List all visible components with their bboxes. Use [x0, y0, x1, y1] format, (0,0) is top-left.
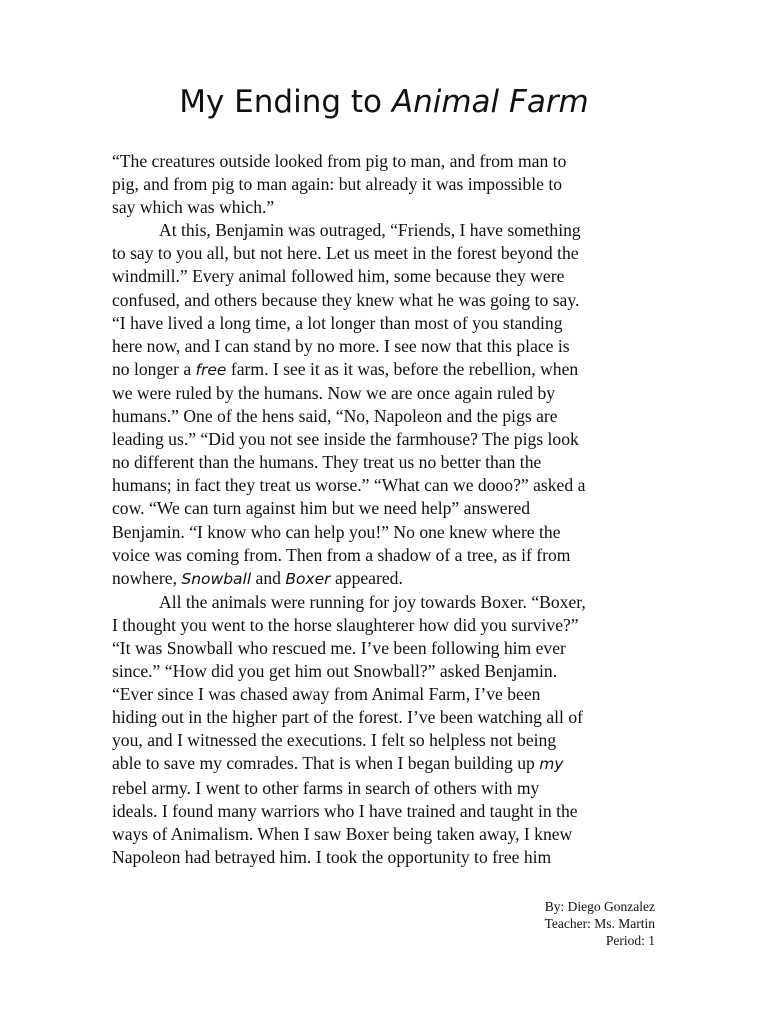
text-line: windmill.” Every animal followed him, some because they were	[112, 266, 565, 287]
text-line: “It was Snowball who rescued me. I’ve been following him ever	[112, 637, 566, 658]
text-segment: and	[251, 567, 286, 588]
text-line	[112, 752, 660, 776]
text-line: say which was which.”	[112, 197, 275, 218]
text-line: no different than the humans. They treat us no better than the	[112, 452, 542, 473]
text-line: “The creatures outside looked from pig to man, and from man to	[112, 151, 567, 171]
title-italic: Animal Farm	[391, 84, 589, 120]
text-line: I thought you went to the horse slaughterer how did you survive?”	[112, 614, 579, 635]
text-segment: nowhere,	[112, 567, 182, 588]
text-line: to say to you all, but not here. Let us meet in the forest beyond the	[112, 243, 579, 264]
text-line	[112, 358, 660, 382]
text-segment: no longer a	[112, 358, 196, 379]
text-line: confused, and others because they knew what he was going to say.	[112, 289, 580, 310]
text-line: pig, and from pig to man again: but already it was impossible to	[112, 174, 563, 195]
emphasized-word: my	[539, 755, 564, 774]
text-line: All the animals were running for joy towards Boxer. “Boxer,	[159, 591, 586, 612]
text-line: “Ever since I was chased away from Animal Farm, I’ve been	[112, 684, 541, 705]
text-line: here now, and I can stand by no more. I see now that this place is	[112, 335, 570, 356]
story-body	[112, 150, 660, 869]
emphasized-word: Snowball	[181, 569, 252, 588]
title-prefix: My Ending to	[179, 84, 392, 120]
text-line: Napoleon had betrayed him. I took the opportunity to free him	[112, 846, 552, 867]
text-line: voice was coming from. Then from a shadow of a tree, as if from	[112, 544, 571, 565]
teacher-line: Teacher: Ms. Martin	[544, 916, 655, 931]
text-line: since.” “How did you get him out Snowball?” asked Benjamin.	[112, 661, 558, 682]
text-line: ways of Animalism. When I saw Boxer being taken away, I knew	[112, 823, 573, 844]
text-line: you, and I witnessed the executions. I felt so helpless not being	[112, 730, 557, 751]
text-line: leading us.” “Did you not see inside the farmhouse? The pigs look	[112, 429, 579, 450]
text-line: “I have lived a long time, a lot longer than most of you standing	[112, 312, 563, 333]
signature-block	[545, 898, 655, 949]
text-line: we were ruled by the humans. Now we are once again ruled by	[112, 382, 556, 403]
emphasized-word: free	[195, 360, 227, 379]
text-segment: able to save my comrades. That is when I began building up	[112, 753, 540, 774]
text-line: ideals. I found many warriors who I have trained and taught in the	[112, 800, 578, 821]
emphasized-word: Boxer	[285, 569, 331, 588]
period-line: Period: 1	[605, 933, 655, 948]
text-line	[112, 567, 660, 591]
text-line: humans; in fact they treat us worse.” “What can we dooo?” asked a	[112, 475, 586, 496]
document-title	[0, 84, 768, 120]
text-line: hiding out in the higher part of the forest. I’ve been watching all of	[112, 707, 583, 728]
text-line: At this, Benjamin was outraged, “Friends, I have something	[159, 220, 581, 241]
text-segment: farm. I see it as it was, before the rebellion, when	[226, 358, 579, 379]
text-line: Benjamin. “I know who can help you!” No one knew where the	[112, 521, 561, 542]
text-line: humans.” One of the hens said, “No, Napoleon and the pigs are	[112, 406, 558, 427]
text-segment: appeared.	[330, 567, 403, 588]
text-line: rebel army. I went to other farms in search of others with my	[112, 777, 540, 798]
author-line: By: Diego Gonzalez	[544, 899, 655, 914]
text-line: cow. “We can turn against him but we need help” answered	[112, 498, 531, 519]
